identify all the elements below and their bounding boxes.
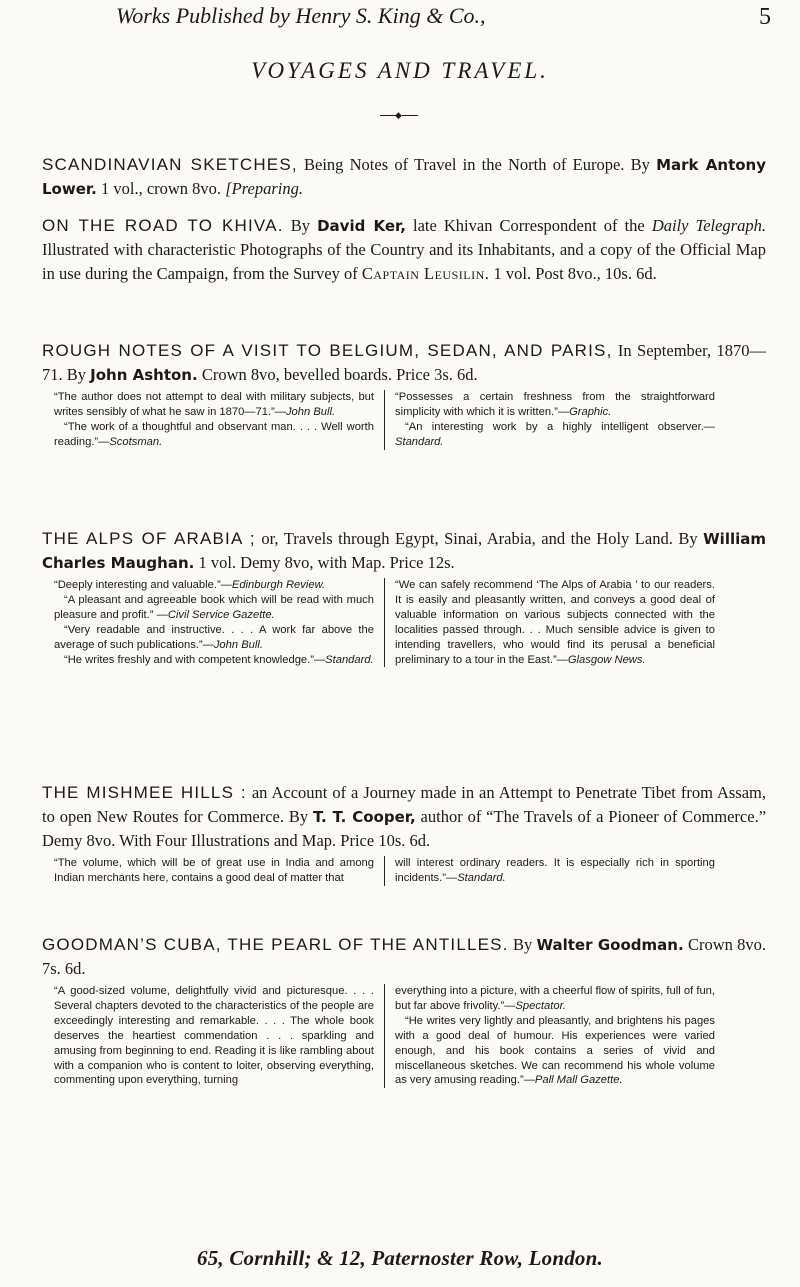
entry-format: 1 vol. Post 8vo., 10s. 6d.: [493, 264, 657, 283]
entry-description: Being Notes of Travel in the North of Europe. By: [304, 155, 650, 174]
page-number: 5: [759, 4, 771, 30]
review-quote: “We can safely recommend ‘The Alps of Arabia ’ to our readers. It is easily and pleasantly written, and conveys a good deal of valuable information on various subjects connected with the localities passed through. . . Much sensible advice is given to intending travellers, who would find its perusal a beneficial preliminary to a tour in the East.”—Glasgow News.: [395, 579, 715, 666]
review-quote: “Very readable and instructive. . . . A work far above the average of such publications.”—John Bull.: [54, 623, 374, 651]
entry-title: SCANDINAVIAN SKETCHES,: [42, 155, 298, 174]
entry-description: an Account of a Journey made in an Attempt to Penetrate Tibet from Assam, to open New Routes for Commerce. By: [42, 783, 767, 826]
entry-author: William Charles Maughan.: [42, 530, 767, 572]
entry-format: 1 vol. Demy 8vo, with Map. Price 12s.: [198, 553, 455, 572]
press-notices: [54, 390, 766, 450]
press-notices-right: [384, 856, 715, 886]
entry-title: GOODMAN’S CUBA, THE PEARL OF THE ANTILLES.: [42, 935, 509, 954]
review-quote: “The work of a thoughtful and observant man. . . . Well worth reading.”—Scotsman.: [54, 420, 374, 448]
press-notices: [54, 578, 766, 667]
entry-description: In September, 1870—71. By: [42, 341, 766, 384]
entry-title: THE ALPS OF ARABIA ;: [42, 529, 256, 548]
press-notices-right: [384, 390, 715, 450]
press-notices-left: [54, 984, 384, 1088]
review-quote: “A good-sized volume, delightfully vivid and picturesque. . . . Several chapters devoted to the characteristics of the people are exceedingly interesting and remarkable. . . . The whole book deserves the heartiest commendation . . . sparkling and amusing from beginning to end. Reading it is like rambling about with a companion who is content to loiter, observing everything, commenting upon everything, turning: [54, 985, 374, 1087]
press-notices-left: [54, 390, 384, 450]
press-notices-right: [384, 984, 715, 1088]
entry-title: ON THE ROAD TO KHIVA.: [42, 216, 284, 235]
review-quote: “The volume, which will be of great use in India and among Indian merchants here, contains a good deal of matter that: [54, 857, 374, 884]
press-notices-right: [384, 578, 715, 667]
running-head: Works Published by Henry S. King & Co.,: [116, 3, 486, 28]
review-quote: “An interesting work by a highly intelligent observer.—Standard.: [395, 420, 715, 448]
review-quote: “A pleasant and agreeable book which will be read with much pleasure and profit.” —Civil Service Gazette.: [54, 593, 374, 621]
entry-format: Crown 8vo, bevelled boards. Price 3s. 6d.: [201, 365, 478, 384]
entry-description-cont: Illustrated with characteristic Photographs of the Country and its Inhabitants, and a copy of the Official Map in use during the Campaign, from the Survey of: [42, 240, 766, 283]
entry-goodmans-cuba: [42, 933, 766, 1088]
rule-ornament: ◆: [380, 111, 418, 121]
entry-newspaper: Daily Telegraph.: [651, 216, 766, 235]
entry-road-to-khiva: [42, 214, 766, 286]
entry-description-cont: late Khivan Correspondent of the: [413, 216, 645, 235]
entry-author: T. T. Cooper,: [313, 808, 416, 826]
entry-format: 1 vol., crown 8vo.: [100, 179, 222, 198]
press-notices-left: [54, 856, 384, 886]
entry-title: ROUGH NOTES OF A VISIT TO BELGIUM, SEDAN, AND PARIS,: [42, 341, 613, 360]
entry-format: author of “The Travels of a Pioneer of Commerce.” Demy 8vo. With Four Illustrations and Map. Price 10s. 6d.: [42, 807, 767, 850]
review-quote: “He writes very lightly and pleasantly, and brightens his pages with a good deal of humour. His experiences were varied enough, and his book contains a series of vivid and miscellaneous sketches. We can recommend his whole volume as very amusing reading.”—Pall Mall Gazette.: [395, 1014, 715, 1087]
entry-author: Walter Goodman.: [536, 936, 684, 954]
publisher-address: 65, Cornhill; & 12, Paternoster Row, London.: [197, 1246, 603, 1270]
entry-author: David Ker,: [317, 217, 406, 235]
review-quote: “The author does not attempt to deal with military subjects, but writes sensibly of what he saw in 1870—71.”—John Bull.: [54, 391, 374, 418]
entry-rough-notes-belgium: [42, 339, 766, 450]
press-notices: [54, 856, 766, 886]
review-quote: “Deeply interesting and valuable.”—Edinburgh Review.: [54, 579, 326, 591]
section-title: VOYAGES AND TRAVEL.: [251, 58, 549, 83]
review-quote: “Possesses a certain freshness from the straightforward simplicity with which it is written.”—Graphic.: [395, 391, 715, 418]
entry-author: John Ashton.: [90, 366, 198, 384]
entry-description: or, Travels through Egypt, Sinai, Arabia, and the Holy Land. By: [261, 529, 698, 548]
entry-alps-of-arabia: [42, 527, 766, 667]
entry-format: Crown 8vo. 7s. 6d.: [42, 935, 767, 978]
entry-mishmee-hills: [42, 781, 766, 886]
press-notices-left: [54, 578, 384, 667]
entry-status: [Preparing.: [225, 179, 303, 198]
entry-scandinavian-sketches: [42, 153, 766, 201]
review-quote: “He writes freshly and with competent knowledge.”—Standard.: [64, 653, 374, 666]
entry-description: By: [512, 935, 533, 954]
entry-surveyor: Captain Leusilin.: [361, 264, 490, 283]
entry-title: THE MISHMEE HILLS :: [42, 783, 247, 802]
review-quote: will interest ordinary readers. It is especially rich in sporting incidents.”—Standard.: [395, 857, 715, 884]
entry-description: By: [290, 216, 311, 235]
entry-author: Mark Antony Lower.: [42, 156, 766, 198]
review-quote: everything into a picture, with a cheerful flow of spirits, full of fun, but far above frivolity.”—Spectator.: [395, 985, 715, 1012]
press-notices: [54, 984, 766, 1088]
